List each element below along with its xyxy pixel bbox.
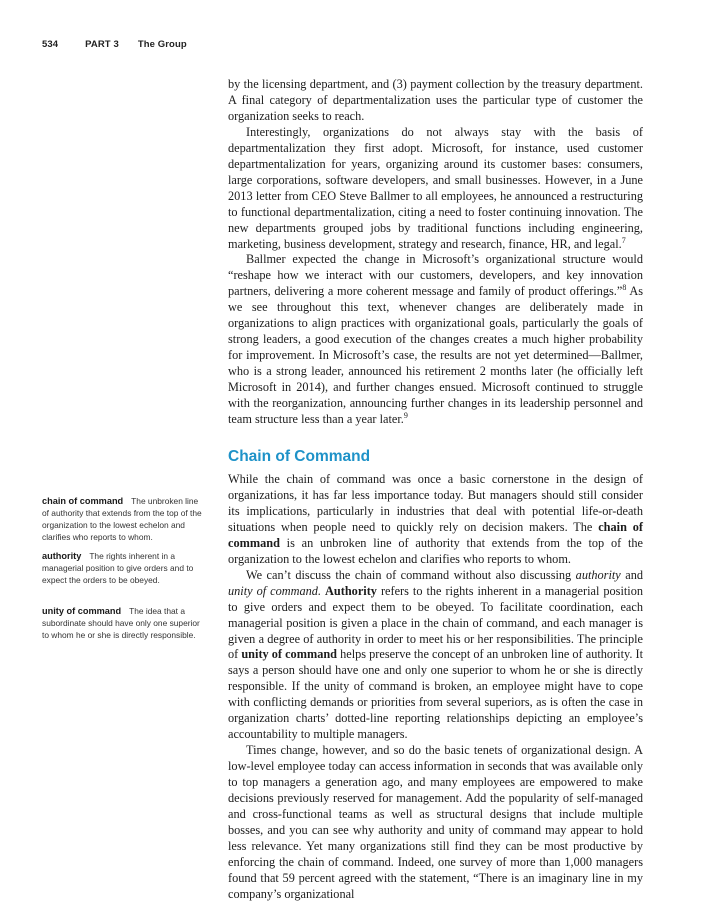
footnote-ref: 7	[621, 235, 626, 245]
footnote-ref: 9	[403, 410, 408, 420]
key-term: unity of command	[241, 647, 338, 662]
glossary-definition: The rights inherent in a managerial position to give orders and to expect the orders to be obeyed.	[42, 551, 194, 586]
glossary-definition: The unbroken line of authority that extends from the top of the organization to the lowest echelon and clarifies who reports to whom.	[42, 496, 202, 543]
glossary-entry-chain-of-command	[42, 495, 207, 543]
footnote-ref: 8	[622, 283, 627, 293]
running-header	[42, 39, 206, 50]
key-term: chain of command	[228, 519, 643, 550]
glossary-term: unity of command	[42, 606, 122, 616]
paragraph-6: Times change, however, and so do the basic tenets of organizational design. A low-level employee today can access information in seconds that was available only to top managers a generation ago, and many employees are empowered to make decisions previously reserved for management. Add the popularity of self-managed and cross-functional teams as well as structural designs that include multiple bosses, and you can see why authority and unity of command may appear to hold less relevance. Yet many organizations still find they can be most productive by enforcing the chain of command. Indeed, one survey of more than 1,000 managers found that 59 percent agreed with the statement, “There is an imaginary line in my company’s organizational	[228, 743, 643, 901]
key-term: Authority	[325, 583, 377, 598]
paragraph-2: Interestingly, organizations do not always stay with the basis of departmentalization they first adopt. Microsoft, for instance, used customer departmentalization for years, organizing around its customer bases: consumers, large corporations, software developers, and small businesses. However, in a June 2013 letter from CEO Steve Ballmer to all employees, he announced a restructuring to functional departmentalization, citing a need to foster continuing innovation. The new departments grouped jobs by traditional functions including engineering, marketing, business development, strategy and research, finance, HR, and legal.$^7$	[228, 124, 643, 251]
glossary-entry-unity-of-command	[42, 605, 207, 641]
paragraph-3: Ballmer expected the change in Microsoft’s organizational structure would “reshape how we interact with our customers, developers, and key innovation partners, delivering a more coherent message and family of product offerings.”$^8$ As we see throughout this text, whenever changes are deliberately made in organizations to align practices with organizational goals, particularly the goals of strong leaders, a good execution of the changes creates a much higher probability for improvement. In Microsoft’s case, the results are not yet determined—Ballmer, who is a strong leader, announced his retirement 2 months later (he officially left Microsoft in 2014), and further changes ensued. Microsoft continued to struggle with the reorganization, announcing further changes in its leadership personnel and team structure less than a year later.$^9$	[228, 252, 644, 427]
main-text-column	[228, 77, 643, 903]
paragraph-1: by the licensing department, and (3) payment collection by the treasury department. A final category of departmentalization uses the particular type of customer the organization seeks to reach.	[228, 77, 643, 123]
glossary-entry-authority	[42, 550, 207, 586]
section-heading: Chain of Command	[228, 447, 371, 465]
glossary-definition: The idea that a subordinate should have only one superior to whom he or she is directly responsible.	[42, 606, 200, 641]
part-label: PART 3	[85, 39, 119, 50]
glossary-term: authority	[42, 551, 82, 561]
glossary-term: chain of command	[42, 496, 124, 506]
paragraph-5: We can’t discuss the chain of command without also discussing authority and unity of command. Authority refers to the rights inherent in a managerial position to give orders and expect them to be obeyed. To facilitate coordination, each managerial position is given a place in the chain of command, and each manager is given a degree of authority in order to meet his or her responsibilities. The principle of unity of command helps preserve the concept of an unbroken line of authority. It says a person should have one and only one superior to whom he or she is directly responsible. If the unity of command is broken, an employee might have to cope with conflicting demands or priorities from several superiors, as is often the case in organization charts’ dotted-line reporting relationships depicting an employee’s accountability to multiple managers.	[228, 567, 644, 742]
page-number: 534	[42, 39, 59, 50]
part-title: The Group	[137, 39, 187, 50]
paragraph-4: While the chain of command was once a basic cornerstone in the design of organizations, it has far less importance today. But managers should still consider its implications, particularly in industries that deal with potential life-or-death situations when people need to quickly rely on decision makers. The chain of command is an unbroken line of authority that extends from the top of the organization to the lowest echelon and clarifies who reports to whom.	[228, 471, 643, 566]
